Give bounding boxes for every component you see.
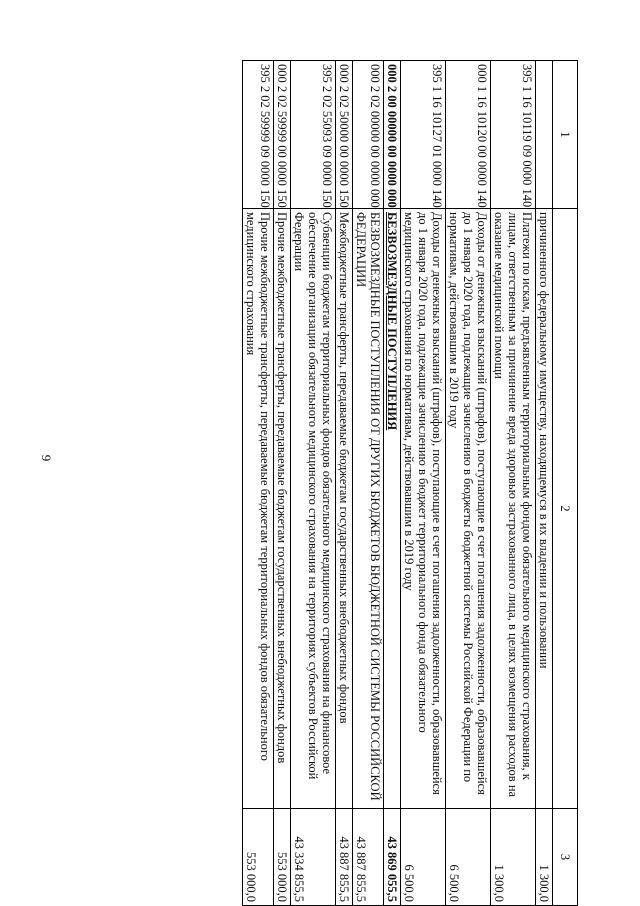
table-row bbox=[291, 61, 336, 906]
table-row bbox=[243, 61, 274, 906]
table-row bbox=[536, 61, 553, 906]
table-row bbox=[274, 61, 291, 906]
amount-cell: 43 887 855,5 bbox=[336, 809, 353, 906]
document-table-rotated bbox=[138, 60, 578, 905]
amount-cell: 6 500,0 bbox=[401, 809, 446, 906]
amount-cell: 553 000,0 bbox=[243, 809, 274, 906]
table-header-row bbox=[553, 61, 578, 906]
revenue-name-cell: причиненного федеральному имуществу, находящемуся в их владении и пользовании bbox=[536, 209, 553, 809]
table-row bbox=[353, 61, 384, 906]
budget-code-cell: 000 1 16 10120 00 0000 140 bbox=[446, 61, 491, 209]
budget-code-cell: 000 2 00 00000 00 0000 000 bbox=[384, 61, 401, 209]
budget-code-cell: 395 1 16 10119 09 0000 140 bbox=[491, 61, 536, 209]
table-row bbox=[401, 61, 446, 906]
column-header-3: 3 bbox=[553, 809, 578, 906]
revenue-name-cell: БЕЗВОЗМЕЗДНЫЕ ПОСТУПЛЕНИЯ ОТ ДРУГИХ БЮДЖЕТОВ БЮДЖЕТНОЙ СИСТЕМЫ РОССИЙСКОЙ ФЕДЕРАЦИИ bbox=[353, 209, 384, 809]
budget-code-cell: 395 1 16 10127 01 0000 140 bbox=[401, 61, 446, 209]
revenue-name-cell: Платежи по искам, предъявленным территориальным фондом обязательного медицинского страхования, к лицам, ответственным за причинение вреда здоровью застрахованного лица, в целях возмещения расходов на оказание медицинской помощи bbox=[491, 209, 536, 809]
budget-code-cell: 000 2 02 59999 00 0000 150 bbox=[274, 61, 291, 209]
amount-cell: 43 869 055,5 bbox=[384, 809, 401, 906]
budget-code-cell: 000 2 02 00000 00 0000 000 bbox=[353, 61, 384, 209]
table-row bbox=[336, 61, 353, 906]
column-header-1: 1 bbox=[553, 61, 578, 209]
revenue-name-cell: Прочие межбюджетные трансферты, передаваемые бюджетам территориальных фондов обязательного медицинского страхования bbox=[243, 209, 274, 809]
amount-cell: 1 300,0 bbox=[536, 809, 553, 906]
budget-code-cell: 395 2 02 55093 09 0000 150 bbox=[291, 61, 336, 209]
amount-cell: 553 000,0 bbox=[274, 809, 291, 906]
table-row bbox=[446, 61, 491, 906]
revenue-name-cell: Прочие межбюджетные трансферты, передаваемые бюджетам государственных внебюджетных фондов bbox=[274, 209, 291, 809]
budget-code-cell: 000 2 02 50000 00 0000 150 bbox=[336, 61, 353, 209]
revenue-name-cell: Субвенции бюджетам территориальных фондов обязательного медицинского страхования на финансовое обеспечение организации обязательного медицинского страхования на территориях субъектов Российской Федерации bbox=[291, 209, 336, 809]
revenue-table bbox=[242, 60, 578, 906]
amount-cell: 6 500,0 bbox=[446, 809, 491, 906]
column-header-2: 2 bbox=[553, 209, 578, 809]
revenue-name-cell: БЕЗВОЗМЕЗДНЫЕ ПОСТУПЛЕНИЯ bbox=[384, 209, 401, 809]
budget-code-cell: 395 2 02 59999 09 0000 150 bbox=[243, 61, 274, 209]
table-row bbox=[384, 61, 401, 906]
revenue-name-cell: Доходы от денежных взысканий (штрафов), поступающие в счет погашения задолженности, образовавшейся до 1 января 2020 года, подлежащие зачислению в бюджеты бюджетной системы Российской Федерации по нормативам, действовавшим в 2019 году bbox=[446, 209, 491, 809]
page-number: 9 bbox=[39, 454, 54, 462]
table-row bbox=[491, 61, 536, 906]
amount-cell: 1 300,0 bbox=[491, 809, 536, 906]
budget-code-cell bbox=[536, 61, 553, 209]
amount-cell: 43 334 855,5 bbox=[291, 809, 336, 906]
revenue-name-cell: Доходы от денежных взысканий (штрафов), поступающие в счет погашения задолженности, образовавшейся до 1 января 2020 года, подлежащие зачислению в бюджет территориального фонда обязательного медицинского страхования по нормативам, действовавшим в 2019 году bbox=[401, 209, 446, 809]
revenue-name-cell: Межбюджетные трансферты, передаваемые бюджетам государственных внебюджетных фондов bbox=[336, 209, 353, 809]
amount-cell: 43 887 855,5 bbox=[353, 809, 384, 906]
